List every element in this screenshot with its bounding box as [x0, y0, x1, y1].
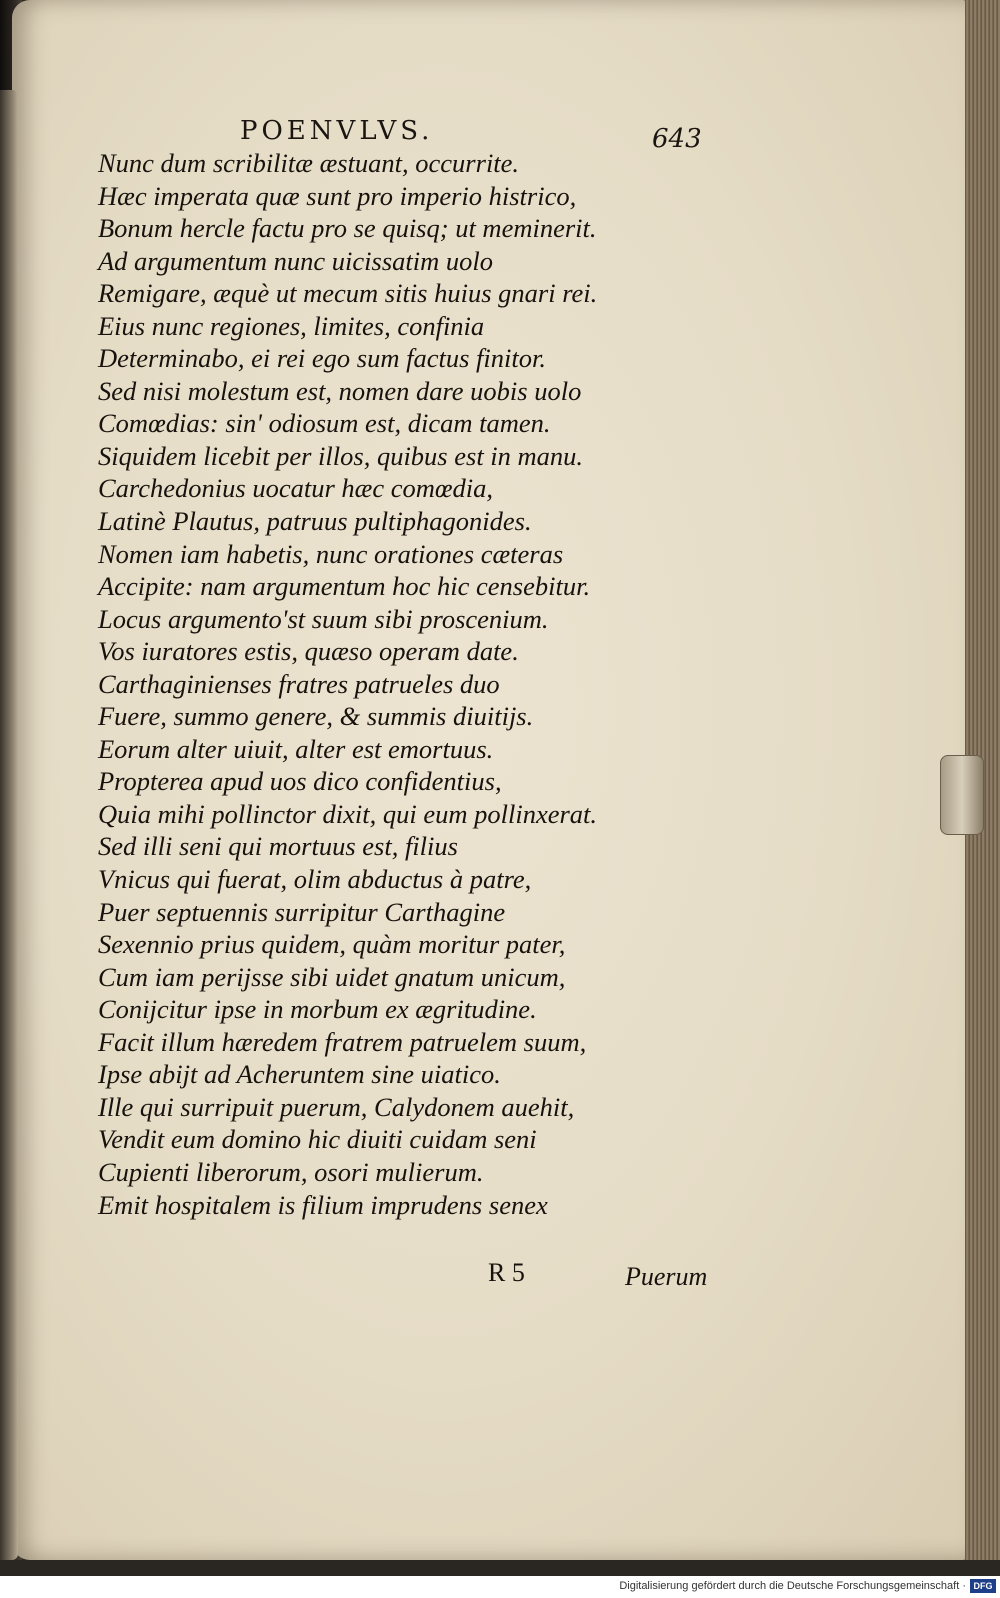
text-line: Locus argumento'st suum sibi proscenium.: [98, 603, 549, 634]
text-line: Quia mihi pollinctor dixit, qui eum pollinxerat.: [98, 798, 598, 829]
text-line: Facit illum hæredem fratrem patruelem suum,: [98, 1026, 587, 1057]
text-line: Vendit eum domino hic diuiti cuidam seni: [98, 1124, 537, 1155]
text-line: Sexennio prius quidem, quàm moritur pater,: [98, 929, 566, 960]
text-line: Latinè Plautus, patruus pultiphagonides.: [98, 506, 532, 537]
text-line: Cupienti liberorum, osori mulierum.: [98, 1156, 484, 1187]
verse-text: [98, 147, 638, 1221]
text-line: Siquidem licebit per illos, quibus est in manu.: [98, 440, 584, 471]
text-line: Carchedonius uocatur hæc comœdia,: [98, 473, 494, 504]
page-clip: [940, 755, 984, 835]
signature-mark: R 5: [488, 1258, 525, 1287]
text-line: Puer septuennis surripitur Carthagine: [98, 896, 506, 927]
text-line: Fuere, summo genere, & summis diuitijs.: [98, 701, 534, 732]
left-page-edge: [0, 90, 18, 1560]
text-line: Nunc dum scribilitæ æstuant, occurrite.: [98, 148, 520, 178]
text-line: Emit hospitalem is filium imprudens senex: [98, 1189, 548, 1220]
text-line: Determinabo, ei rei ego sum factus finitor.: [98, 343, 547, 374]
text-line: Eius nunc regiones, limites, confinia: [98, 310, 485, 341]
text-line: Hæc imperata quæ sunt pro imperio histrico,: [98, 180, 577, 211]
text-line: Cum iam perijsse sibi uidet gnatum unicum,: [98, 961, 566, 992]
text-line: Sed nisi molestum est, nomen dare uobis uolo: [98, 375, 582, 406]
text-line: Remigare, æquè ut mecum sitis huius gnari rei.: [98, 278, 598, 309]
dfg-logo: DFG: [970, 1579, 996, 1593]
text-line: Sed illi seni qui mortuus est, filius: [98, 831, 458, 862]
text-line: Vos iuratores estis, quæso operam date.: [98, 636, 519, 667]
text-line: Accipite: nam argumentum hoc hic censebitur.: [98, 571, 591, 602]
text-line: Bonum hercle factu pro se quisq; ut meminerit.: [98, 213, 597, 244]
page-number: 643: [652, 124, 702, 154]
text-line: Nomen iam habetis, nunc orationes cæteras: [98, 538, 564, 569]
text-line: Vnicus qui fuerat, olim abductus à patre,: [98, 864, 532, 895]
text-line: Carthaginienses fratres patrueles duo: [98, 668, 500, 699]
text-line: Ipse abijt ad Acheruntem sine uiatico.: [98, 1059, 501, 1090]
running-title: POENVLVS.: [240, 116, 434, 146]
text-line: Ille qui surripuit puerum, Calydonem auehit,: [98, 1091, 575, 1122]
catchword: Puerum: [625, 1262, 708, 1291]
text-line: Eorum alter uiuit, alter est emortuus.: [98, 733, 494, 764]
text-line: Ad argumentum nunc uicissatim uolo: [98, 245, 494, 276]
text-line: Conijcitur ipse in morbum ex ægritudine.: [98, 994, 537, 1025]
scan-credit-text: Digitalisierung gefördert durch die Deutsche Forschungsgemeinschaft ·: [619, 1580, 966, 1592]
text-line: Propterea apud uos dico confidentius,: [98, 766, 502, 797]
text-line: Comœdias: sin' odiosum est, dicam tamen.: [98, 408, 551, 439]
